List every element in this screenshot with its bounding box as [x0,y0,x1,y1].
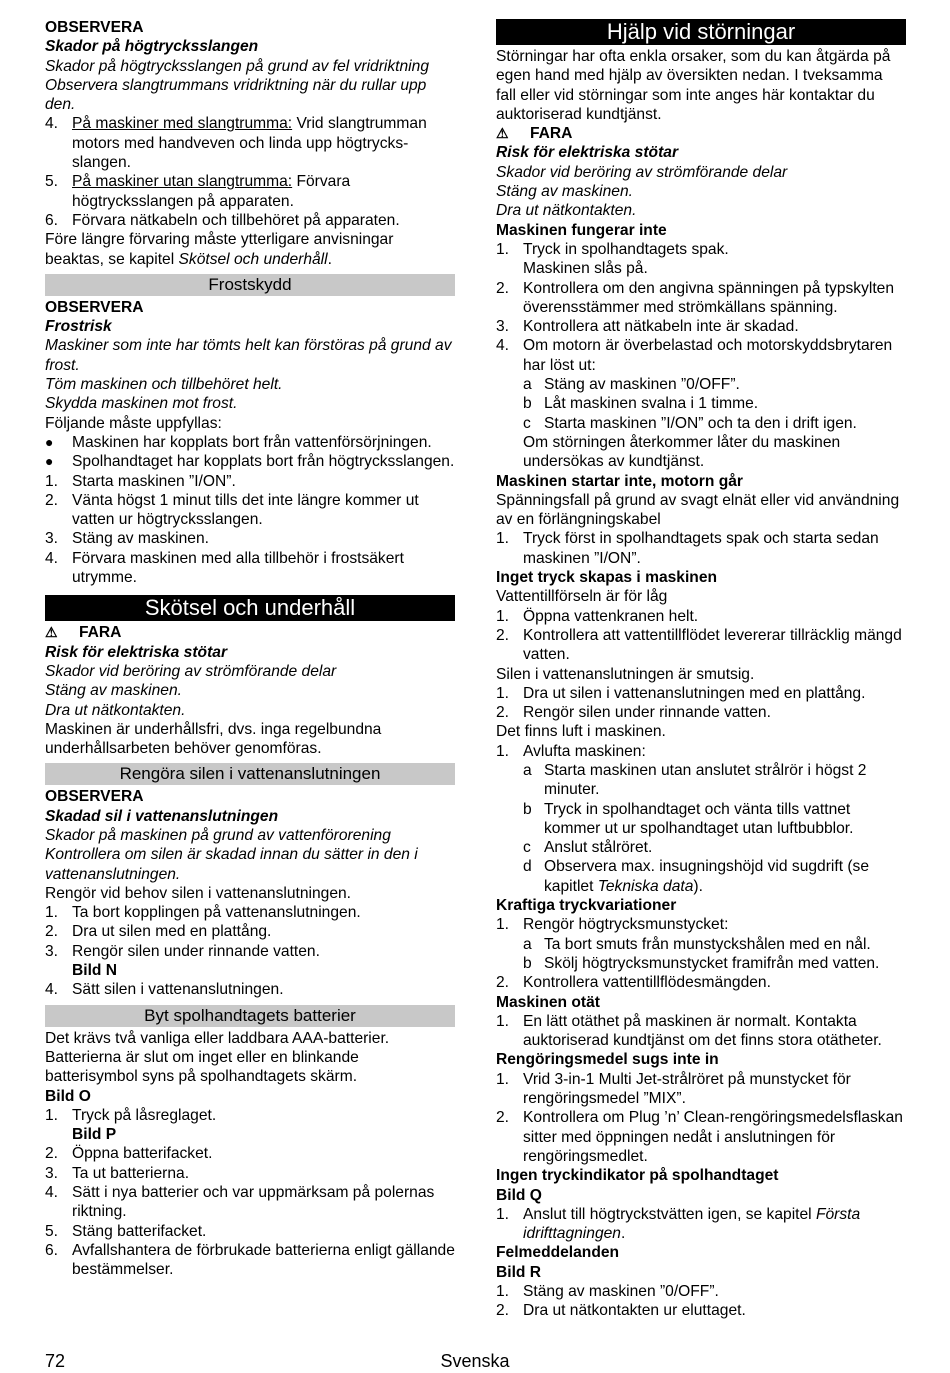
sub-list-item: a Stäng av maskinen ”0/OFF”. [523,376,740,394]
sub-list-item: b Skölj högtrycksmunstycket framifrån med vatten. [523,954,880,972]
sub-list-item: c Starta maskinen ”I/ON” och ta den i drift igen. [523,414,857,432]
list-item: 2. Dra ut silen med en plattång. [45,923,272,941]
fault-heading: Maskinen otät [496,993,600,1011]
fault-heading: Felmeddelanden [496,1244,620,1262]
fault-cause: Vattentillförseln är för låg [496,588,668,606]
list-item: 3. Ta ut batterierna. [45,1164,190,1182]
list-continuation: Maskinen slås på. [523,260,648,278]
warning-line: Skador vid beröring av strömförande delar [496,163,788,181]
list-item: 6. Avfallshantera de förbrukade batterierna enligt gällande bestämmelser. [45,1241,455,1279]
chapter-reference: Första idrifttagningen [523,1205,861,1243]
list-continuation: Om störningen återkommer låter du maskinen undersökas av kundtjänst. [523,433,841,471]
list-item: 1. Tryck på låsreglaget. [45,1106,217,1124]
sub-list-item: a Starta maskinen utan anslutet strålrör i högst 2 minuter. [523,761,867,799]
list-item: 2. Kontrollera om den angivna spänningen på typskylten överensstämmer med strömkällans spänning. [496,279,895,316]
list-item: 1. Avlufta maskinen: [496,742,646,760]
section-heading-skotsel: Skötsel och underhåll [45,595,455,621]
list-item: 1. Anslut till högtryckstvätten igen, se kapitel Första idrifttagningen. [496,1205,861,1243]
warning-triangle-icon: ⚠ [496,125,509,142]
fault-heading: Inget tryck skapas i maskinen [496,569,718,587]
warning-line: Stäng av maskinen. [496,183,633,201]
notice-line: Töm maskinen och tillbehöret helt. [45,376,283,394]
section-heading-frostskydd: Frostskydd [45,274,455,296]
help-intro: Störningar har ofta enkla orsaker, som du kan åtgärda på egen hand med hjälp av översikten nedan. I tveksamma fall eller vid störningar som inte anges här kontaktar du auktoriserad kundtjänst. [496,48,891,123]
list-item: 4. Om motorn är överbelastad och motorskyddsbrytaren har löst ut: [496,337,893,374]
notice-title: Skador på högtrycksslangen [45,38,259,56]
list-item: 1. Ta bort kopplingen på vattenanslutningen. [45,904,361,922]
warning-line: Dra ut nätkontakten. [496,202,637,220]
footer-language: Svenska [440,1351,510,1371]
sub-list-item: c Anslut stålröret. [523,839,653,857]
notice-line: Kontrollera om silen är skadad innan du sätter in den i vattenanslutningen. [45,846,418,883]
fault-cause: Silen i vattenanslutningen är smutsig. [496,665,755,683]
fault-cause: Det finns luft i maskinen. [496,723,666,741]
list-item: 4. Förvara maskinen med alla tillbehör i frostsäkert utrymme. [45,549,404,587]
bullet-dot-icon: ● [45,453,54,470]
warning-line: Dra ut nätkontakten. [45,701,186,719]
bullet-item: ● Maskinen har kopplats bort från vattenförsörjningen. [45,433,432,451]
list-item: 4. Sätt i nya batterier och var uppmärksam på polernas riktning. [45,1184,435,1221]
notice-line: Observera slangtrummans vridriktning när du rullar upp den. [45,76,427,114]
list-item: 2. Rengör silen under rinnande vatten. [496,704,771,722]
notice-label: OBSERVERA [45,298,144,316]
fault-heading: Kraftiga tryckvariationer [496,897,677,915]
sub-list-item: b Tryck in spolhandtaget och vänta tills vattnet kommer ut ur spolhandtaget utan luftbubblor. [523,800,854,837]
sub-list-item: d Observera max. insugningshöjd vid sugdrift (se kapitlet Tekniska data). [523,858,870,895]
figure-reference: Bild R [496,1263,542,1281]
list-item: 1. Vrid 3-in-1 Multi Jet-strålröret på munstycket för rengöringsmedel ”MIX”. [496,1070,851,1108]
battery-paragraph: Batterierna är slut om inget eller en blinkande batterisymbol syns på spolhandtagets skärm. [45,1048,359,1086]
list-item: 2. Kontrollera vattentillflödesmängden. [496,974,771,992]
sub-list-item: a Ta bort smuts från munstyckshålen med en nål. [523,935,871,953]
list-item: 1. Tryck först in spolhandtagets spak och starta sedan maskinen ”I/ON”. [496,530,879,567]
list-item: 3. Rengör silen under rinnande vatten. [45,942,320,960]
frost-intro: Följande måste uppfyllas: [45,414,222,432]
fault-cause: Spänningsfall på grund av svagt elnät eller vid användning av en förlängningskabel [496,491,900,529]
warning-title: Risk för elektriska stötar [45,643,228,661]
figure-reference: Bild N [72,962,118,980]
figure-reference: Bild O [45,1087,91,1105]
warning-triangle-icon: ⚠ [45,624,58,641]
notice-line: Skydda maskinen mot frost. [45,395,238,413]
list-item: 6. Förvara nätkabeln och tillbehöret på apparaten. [45,211,400,229]
list-item: 2. Kontrollera om Plug ’n’ Clean-rengöringsmedelsflaskan sitter med öppningen nedåt i anslutningen för rengöringsmedlet. [496,1109,903,1165]
warning-label: ⚠ FARA [496,125,573,143]
notice-line: Skador på högtrycksslangen på grund av fel vridriktning [45,57,429,75]
fault-heading: Maskinen fungerar inte [496,221,667,239]
list-item: 3. Kontrollera att nätkabeln inte är skadad. [496,318,799,336]
list-item: 5. Stäng batterifacket. [45,1222,207,1240]
section-heading-rengora-silen: Rengöra silen i vattenanslutningen [45,763,455,785]
bullet-dot-icon: ● [45,433,54,450]
filter-intro: Rengör vid behov silen i vattenanslutningen. [45,884,352,902]
figure-reference: Bild P [72,1126,117,1144]
list-item: 1. Dra ut silen i vattenanslutningen med en plattång. [496,684,866,702]
list-item: 1. Rengör högtrycksmunstycket: [496,916,729,934]
left-column [45,18,455,1280]
list-item: 1. Tryck in spolhandtagets spak. [496,240,729,258]
notice-title: Skadad sil i vattenanslutningen [45,807,279,825]
fault-heading: Ingen tryckindikator på spolhandtaget [496,1167,779,1185]
list-item: 2. Dra ut nätkontakten ur eluttaget. [496,1302,746,1320]
fault-heading: Rengöringsmedel sugs inte in [496,1051,719,1069]
list-item: 1. Stäng av maskinen ”0/OFF”. [496,1283,719,1300]
notice-line: Skador på maskinen på grund av vattenförorening [45,826,391,844]
list-item: 4. Sätt silen i vattenanslutningen. [45,981,284,999]
notice-line: Maskiner som inte har tömts helt kan förstöras på grund av frost. [45,337,452,374]
warning-line: Skador vid beröring av strömförande delar [45,662,337,680]
figure-reference: Bild Q [496,1186,542,1204]
list-item: 2. Vänta högst 1 minut tills det inte längre kommer ut vatten ur högtrycksslangen. [45,491,419,529]
notice-label: OBSERVERA [45,19,144,36]
warning-label: ⚠ FARA [45,624,122,642]
page-number: 72 [45,1351,66,1371]
warning-line: Stäng av maskinen. [45,682,182,700]
list-item: 1. Starta maskinen ”I/ON”. [45,472,236,490]
list-item: 2. Kontrollera att vattentillflödet levererar tillräcklig mängd vatten. [496,626,902,664]
storage-paragraph: Före längre förvaring måste ytterligare anvisningar beaktas, se kapitel Skötsel och underhåll. [45,231,394,268]
notice-label: OBSERVERA [45,788,144,806]
list-item: 3. Stäng av maskinen. [45,530,209,548]
bullet-item: ● Spolhandtaget har kopplats bort från högtrycksslangen. [45,453,455,471]
fault-heading: Maskinen startar inte, motorn går [496,472,743,490]
section-heading-hjalp: Hjälp vid störningar [496,19,906,45]
chapter-reference: Tekniska data [597,877,694,895]
list-item: 4. På maskiner med slangtrumma: Vrid slangtrumman motors med handveven och linda upp högtrycksslangen. [45,115,427,172]
list-item: 1. Öppna vattenkranen helt. [496,607,699,625]
sub-list-item: b Låt maskinen svalna i 1 timme. [523,395,759,413]
list-item: 1. En lätt otäthet på maskinen är normalt. Kontakta auktoriserad kundtjänst om det finns stora otätheter. [496,1012,882,1050]
list-item: 5. På maskiner utan slangtrumma: Förvara högtrycksslangen på apparaten. [45,173,351,210]
chapter-reference: Skötsel och underhåll [178,250,328,268]
warning-title: Risk för elektriska stötar [496,144,679,162]
battery-paragraph: Det krävs två vanliga eller laddbara AAA-batterier. [45,1029,390,1047]
care-paragraph: Maskinen är underhållsfri, dvs. inga regelbundna underhållsarbeten behöver genomföras. [45,720,382,758]
right-column [496,18,906,1321]
list-item: 2. Öppna batterifacket. [45,1145,213,1163]
notice-title: Frostrisk [45,318,112,336]
section-heading-batterier: Byt spolhandtagets batterier [45,1005,455,1027]
